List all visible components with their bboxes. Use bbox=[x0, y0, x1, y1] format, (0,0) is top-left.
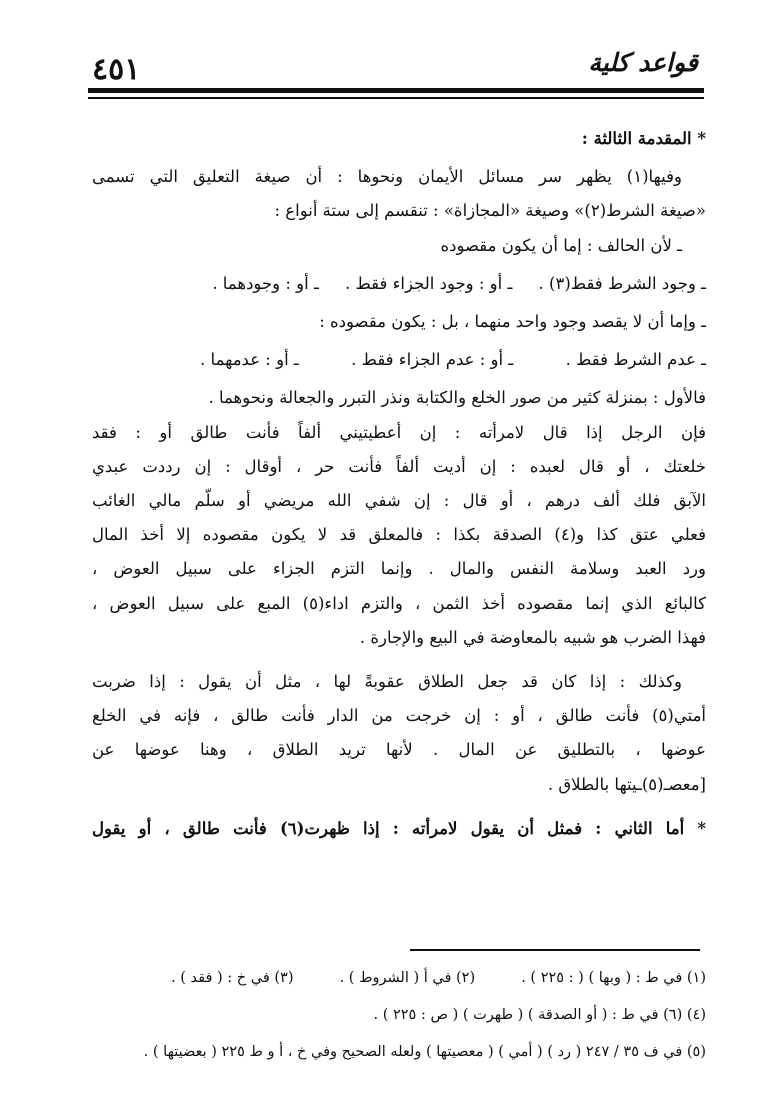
paragraph-line: عوضها ، بالتطليق عن المال . لأنها تريد الطلاق ، وهنا عوضها عن bbox=[92, 740, 706, 760]
footnote-line: (١) في ط : ( وبها ) ( : ٢٢٥ ) . (٢) في أ ( الشروط ) . (٣) في خ : ( فقد ) . bbox=[171, 970, 706, 986]
paragraph-line: ـ وإما أن لا يقصد وجود واحد منهما ، بل : يكون مقصوده : bbox=[319, 312, 706, 332]
paragraph-line: «صيغة الشرط(٢)» وصيغة «المجازاة» : تنقسم إلى ستة أنواع : bbox=[274, 201, 706, 221]
paragraph-line: وكذلك : إذا كان قد جعل الطلاق عقوبةً لها ، مثل أن يقول : إذا ضربت bbox=[92, 672, 682, 692]
body-text bbox=[92, 122, 706, 846]
paragraph-line: ورد العبد وسلامة النفس والمال . وإنما التزم الجزاء على سبيل العوض ، bbox=[92, 559, 706, 579]
paragraph-line: أمتي(٥) فأنت طالق ، أو : إن خرجت من الدار فأنت طالق ، فإنه في الخلع bbox=[92, 706, 706, 726]
section-heading: * المقدمة الثالثة : bbox=[581, 129, 706, 148]
header-rule-thin bbox=[88, 97, 704, 99]
paragraph-line: * أما الثاني : فمثل أن يقول لامرأته : إذا ظهرت(٦) فأنت طالق ، أو يقول bbox=[92, 818, 707, 838]
header-rule-thick bbox=[88, 88, 704, 93]
footnote-rule bbox=[410, 949, 700, 951]
paragraph-line: الآبق فلك ألف درهم ، أو قال : إن شفي الله مريضي أو سلّم مالي الغائب bbox=[92, 491, 706, 511]
paragraph-line: ـ لأن الحالف : إما أن يكون مقصوده bbox=[440, 235, 682, 255]
running-title: قواعد كلية bbox=[588, 48, 698, 77]
footnote-line: (٥) في ف ٣٥ / ٢٤٧ ( رد ) ( أمي ) ( معصيتها ) ولعله الصحيح وفي خ ، أ و ط ٢٢٥ ( بعضيتها ) . bbox=[143, 1044, 706, 1060]
paragraph-line: كالبائع الذي إنما مقصوده أخذ الثمن ، والتزم اداء(٥) المبع على سبيل العوض ، bbox=[92, 593, 706, 613]
paragraph-line: وفيها(١) يظهر سر مسائل الأيمان ونحوها : أن صيغة التعليق التي تسمى bbox=[92, 167, 682, 187]
footnote-line: (٤) (٦) في ط : ( أو الصدقة ) ( طهرت ) ( ص : ٢٢٥ ) . bbox=[373, 1007, 706, 1023]
paragraph-line: فهذا الضرب هو شبيه بالمعاوضة في البيع والإجارة . bbox=[359, 627, 706, 647]
paragraph-line: فإن الرجل إذا قال لامرأته : إن أعطيتيني ألفاً فأنت طالق أو : فقد bbox=[92, 422, 706, 442]
footnotes bbox=[92, 960, 706, 1071]
paragraph-line: فعلي عتق كذا و(٤) الصدقة بكذا : فالمعلق قد لا يكون مقصوده إلا أخذ المال bbox=[92, 525, 706, 545]
paragraph-line: خلعتك ، أو قال لعبده : إن أديت ألفاً فأنت حر ، أوقال : إن رددت عبدي bbox=[92, 456, 706, 476]
paragraph-line: ـ عدم الشرط فقط . ـ أو : عدم الجزاء فقط . ـ أو : عدمهما . bbox=[200, 350, 706, 370]
page-number: ٤٥١ bbox=[92, 52, 141, 87]
paragraph-line: [معصـ(٥)ـيتها بالطلاق . bbox=[547, 774, 706, 794]
paragraph-line: فالأول : بمنزلة كثير من صور الخلع والكتابة ونذر التبرر والجعالة ونحوهما . bbox=[208, 388, 706, 408]
paragraph-line: ـ وجود الشرط فقط(٣) . ـ أو : وجود الجزاء فقط . ـ أو : وجودهما . bbox=[212, 273, 706, 293]
